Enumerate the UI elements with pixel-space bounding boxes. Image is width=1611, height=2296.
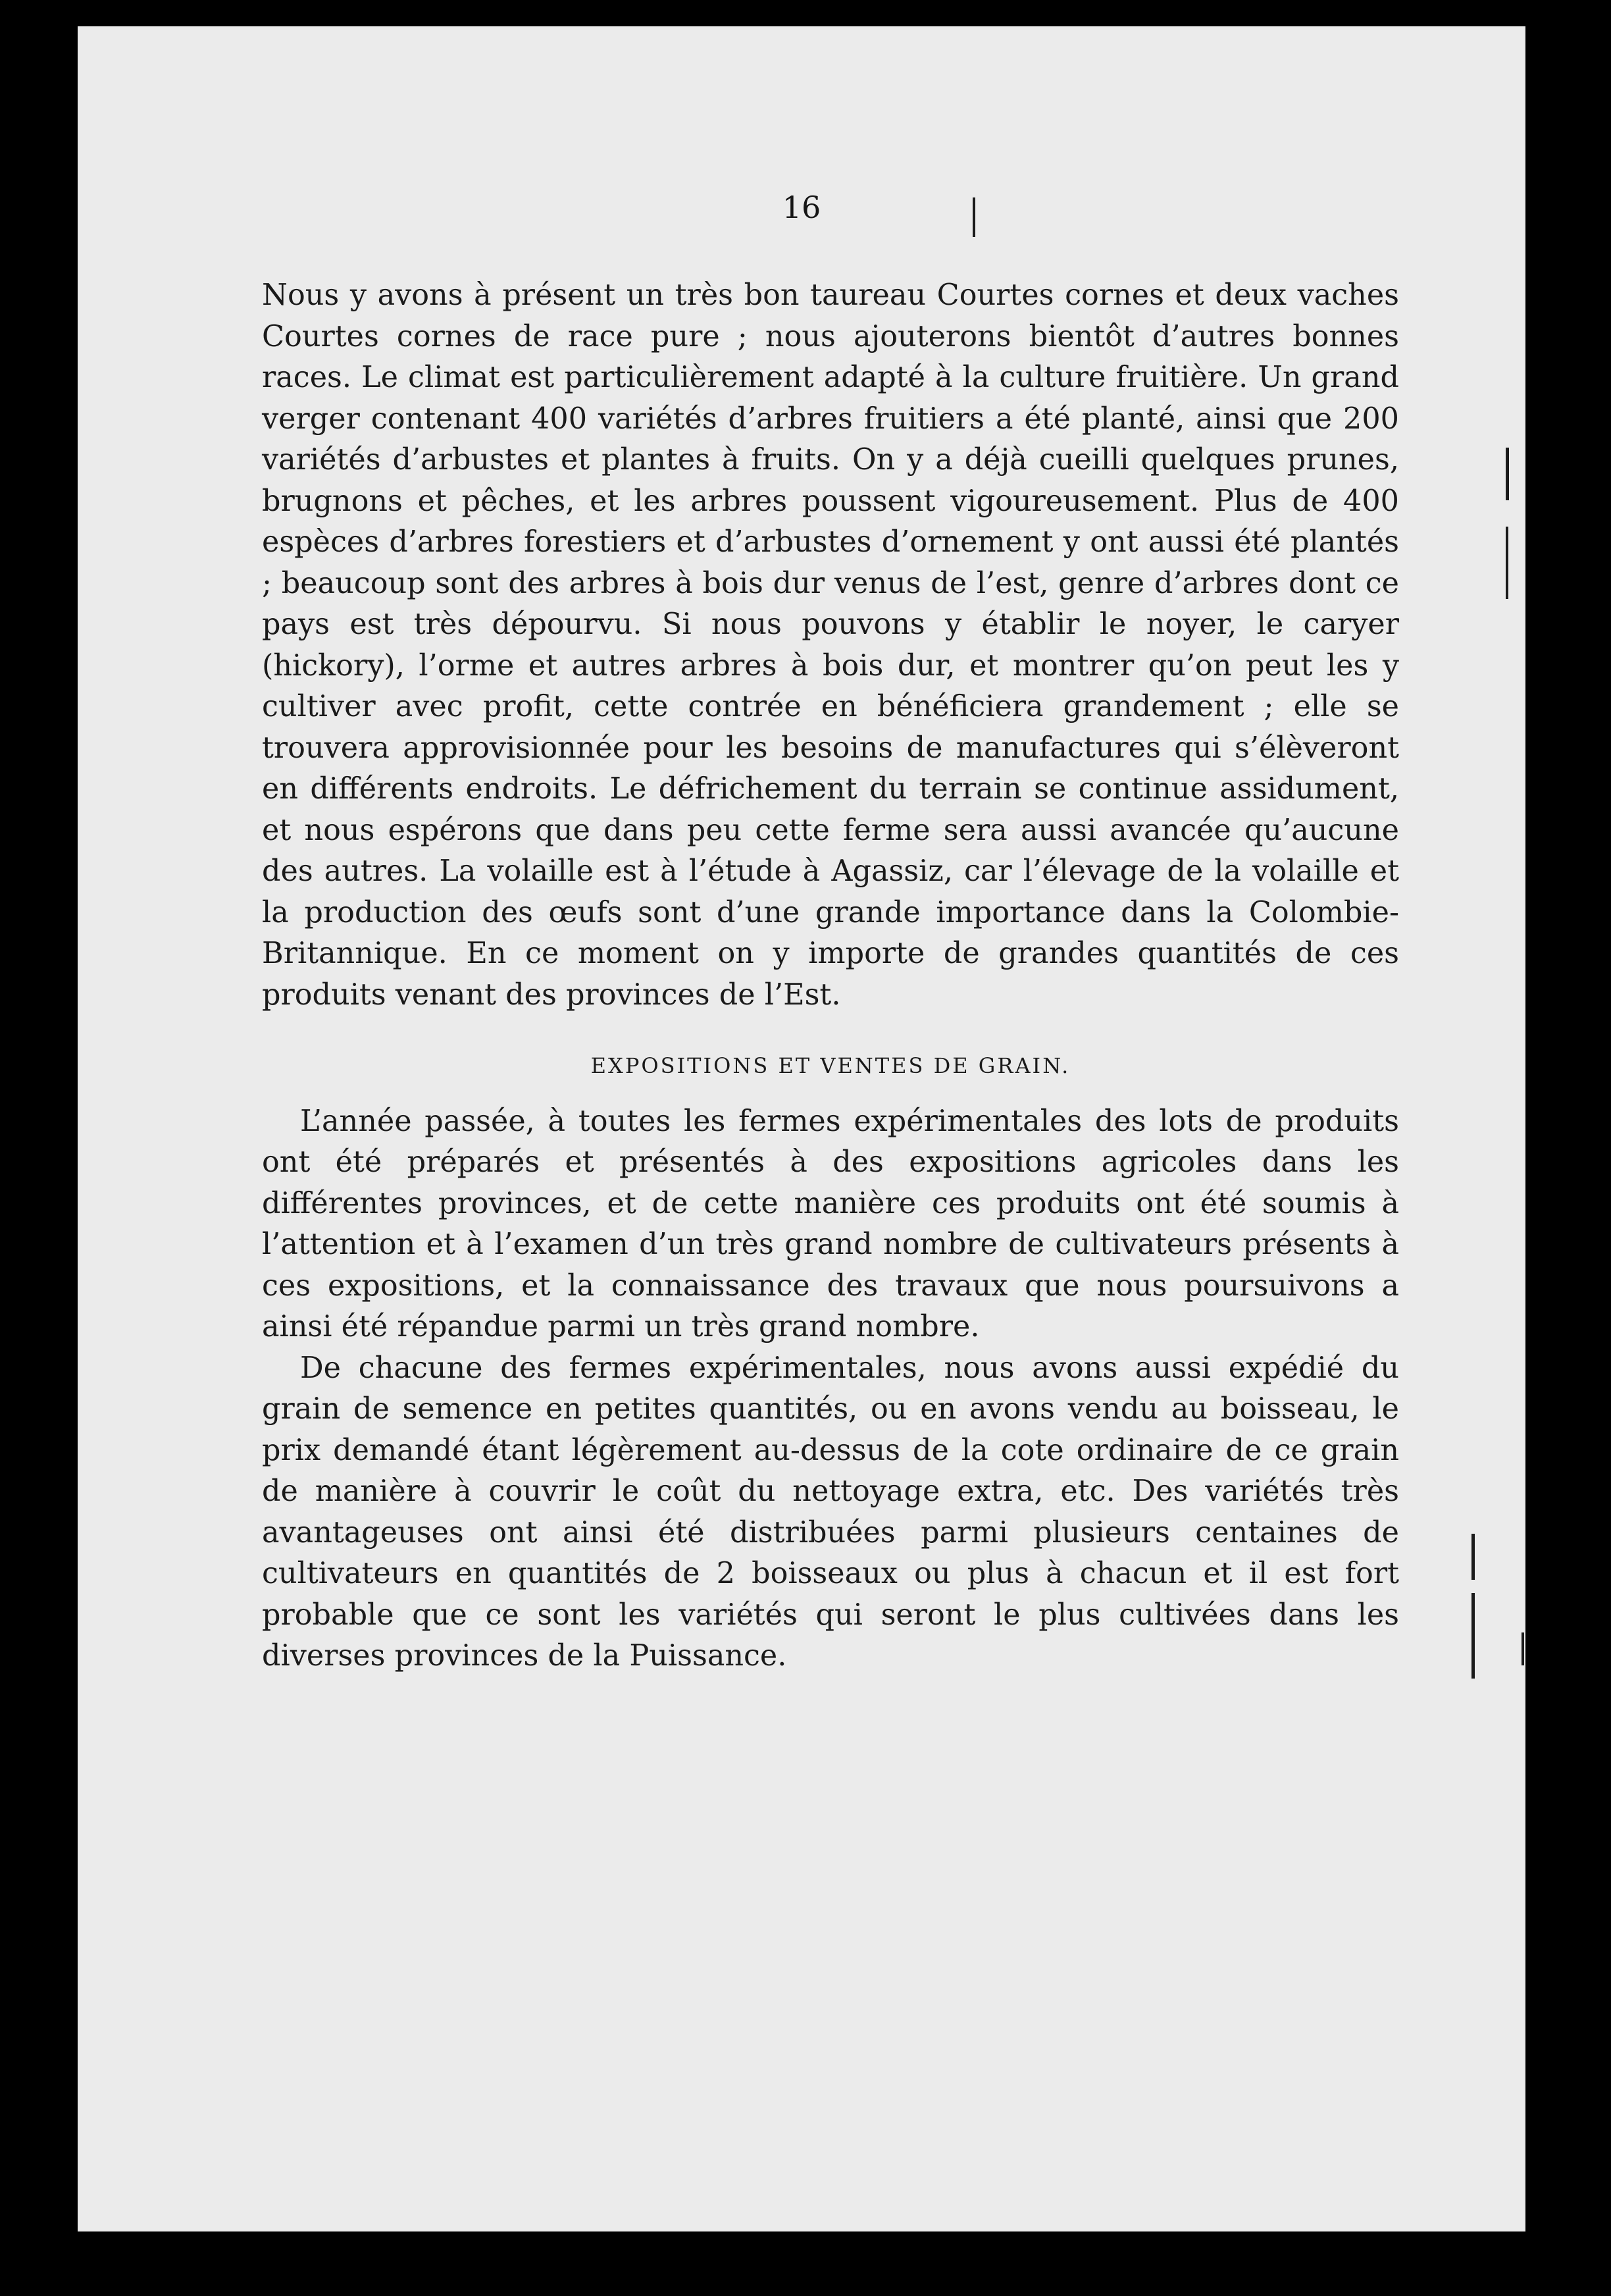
- scan-mark: [973, 197, 975, 237]
- body-text: [262, 275, 1399, 1677]
- paragraph-exhibitions: L’année passée, à toutes les fermes expérimentales des lots de produits ont été préparés et présentés à des expositions agricoles dans les différentes provinces, et de cette manière ces produits ont été soumis à l’attention et à l’examen d’un très grand nombre de cultivateurs présents à ces expositions, et la connaissance des travaux que nous poursuivons a ainsi été répandue parmi un très grand nombre.: [262, 1104, 1399, 1344]
- section-heading: EXPOSITIONS ET VENTES DE GRAIN.: [590, 1053, 1071, 1078]
- paragraph-agassiz-farm: Nous y avons à présent un très bon taureau Courtes cornes et deux vaches Courtes cornes de race pure ; nous ajouterons bientôt d’autres bonnes races. Le climat est particulièrement adapté à la culture fruitière. Un grand verger contenant 400 variétés d’arbres fruitiers a été planté, ainsi que 200 variétés d’arbustes et plantes à fruits. On y a déjà cueilli quelques prunes, brugnons et pêches, et les arbres poussent vigoureusement. Plus de 400 espèces d’arbres forestiers et d’arbustes d’ornement y ont aussi été plantés ; beaucoup sont des arbres à bois dur venus de l’est, genre d’arbres dont ce pays est très dépourvu. Si nous pouvons y établir le noyer, le caryer (hickory), l’orme et autres arbres à bois dur, et montrer qu’on peut les y cultiver avec profit, cette contrée en bénéficiera grandement ; elle se trouvera approvisionnée pour les besoins de manufactures qui s’élèveront en différents endroits. Le défrichement du terrain se continue assidument, et nous espérons que dans peu cette ferme sera aussi avancée qu’aucune des autres. La volaille est à l’étude à Agassiz, car l’élevage de la volaille et la production des œufs sont d’une grande importance dans la Colombie-Britannique. En ce moment on y importe de grandes quantités de ces produits venant des provinces de l’Est.: [262, 278, 1399, 1012]
- scan-mark: [1471, 1534, 1475, 1580]
- scan-mark: [1522, 1632, 1524, 1665]
- scan-mark: [1506, 527, 1508, 599]
- scan-mark: [1506, 448, 1509, 500]
- paragraph-seed-grain: De chacune des fermes expérimentales, nous avons aussi expédié du grain de semence en petites quantités, ou en avons vendu au boisseau, le prix demandé étant légèrement au-dessus de la cote ordinaire de ce grain de manière à couvrir le coût du nettoyage extra, etc. Des variétés très avantageuses ont ainsi été distribuées parmi plusieurs centaines de cultivateurs en quantités de 2 boisseaux ou plus à chacun et il est fort probable que ce sont les variétés qui seront le plus cultivées dans les diverses provinces de la Puissance.: [262, 1351, 1399, 1673]
- page-number: 16: [782, 190, 821, 225]
- scanned-page: [78, 26, 1525, 2231]
- scan-mark: [1471, 1593, 1475, 1679]
